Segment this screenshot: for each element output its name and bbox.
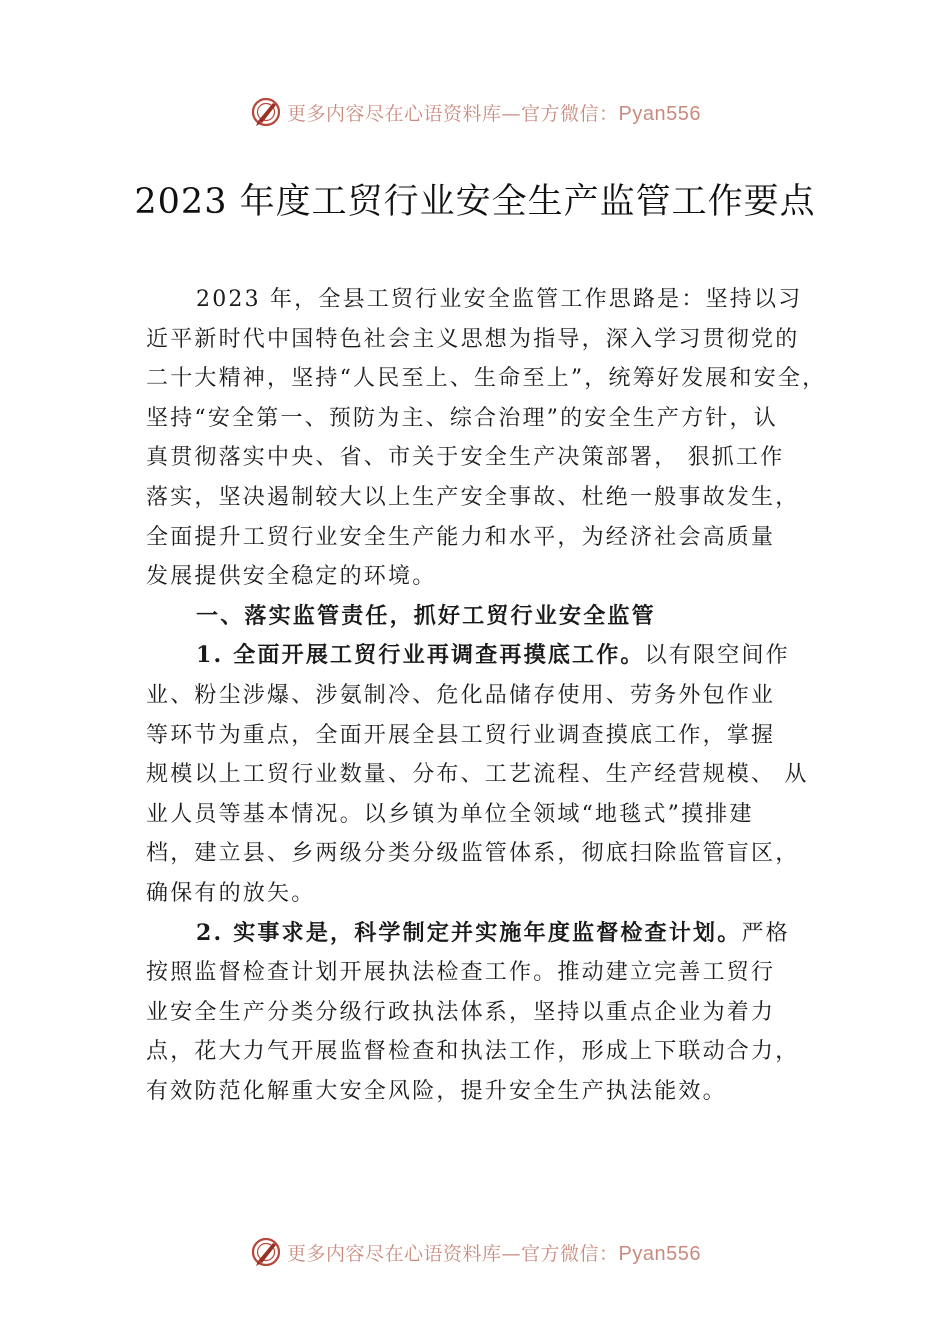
item-1-text: 以有限空间作	[644, 643, 790, 669]
document-body	[146, 280, 846, 1111]
item-1-heading: 1. 全面开展工贸行业再调查再摸底工作。	[196, 642, 645, 669]
item-2-text: 严格	[741, 920, 790, 946]
paragraph-line: 确保有的放矢。	[146, 880, 316, 906]
pen-seal-icon	[249, 95, 283, 129]
header-banner	[0, 92, 950, 132]
paragraph-line: 2023 年，全县工贸行业安全监管工作思路是：坚持以习	[196, 287, 803, 312]
document-title: 2023 年度工贸行业安全生产监管工作要点	[134, 182, 816, 222]
paragraph-line: 业安全生产分类分级行政执法体系，坚持以重点企业为着力	[146, 999, 776, 1025]
paragraph-line: 规模以上工贸行业数量、分布、工艺流程、生产经营规模、 从	[146, 762, 809, 788]
paragraph-line: 点，花大力气开展监督检查和执法工作，形成上下联动合力，	[146, 1039, 800, 1065]
item-2-heading: 2. 实事求是，科学制定并实施年度监督检查计划。	[196, 919, 742, 946]
banner-slogan: 更多内容尽在心语资料库	[287, 102, 502, 125]
banner-separator: —	[501, 102, 522, 125]
item-2-line	[146, 914, 846, 954]
paragraph-line: 业、粉尘涉爆、涉氨制冷、危化品储存使用、劳务外包作业	[146, 682, 776, 708]
banner-wechat-id: Pyan556	[618, 102, 701, 125]
paragraph-line: 有效防范化解重大安全风险，提升安全生产执法能效。	[146, 1078, 727, 1104]
paragraph-line: 业人员等基本情况。以乡镇为单位全领域“地毯式”摸排建	[146, 801, 754, 827]
paragraph-line: 二十大精神，坚持“人民至上、生命至上”，统筹好发展和安全，	[146, 366, 827, 392]
paragraph-line: 全面提升工贸行业安全生产能力和水平，为经济社会高质量	[146, 524, 776, 550]
pen-seal-icon	[249, 1235, 283, 1269]
banner-slogan: 更多内容尽在心语资料库	[287, 1242, 502, 1265]
paragraph-line: 档，建立县、乡两级分类分级监管体系，彻底扫除监管盲区，	[146, 841, 800, 867]
paragraph-line: 落实，坚决遏制较大以上生产安全事故、杜绝一般事故发生，	[146, 484, 800, 510]
banner-suffix: 官方微信：	[521, 1242, 619, 1265]
banner-text	[287, 99, 701, 126]
paragraph-line: 按照监督检查计划开展执法检查工作。推动建立完善工贸行	[146, 960, 776, 986]
paragraph-line: 发展提供安全稳定的环境。	[146, 564, 437, 590]
paragraph-line: 近平新时代中国特色社会主义思想为指导，深入学习贯彻党的	[146, 326, 800, 352]
banner-wechat-id: Pyan556	[618, 1242, 701, 1265]
banner-text	[287, 1239, 701, 1266]
item-1-line	[146, 636, 846, 676]
paragraph-line: 等环节为重点，全面开展全县工贸行业调查摸底工作，掌握	[146, 722, 776, 748]
paragraph-line: 坚持“安全第一、预防为主、综合治理”的安全生产方针，认	[146, 405, 778, 431]
banner-suffix: 官方微信：	[521, 102, 619, 125]
paragraph-line: 真贯彻落实中央、省、市关于安全生产决策部署， 狠抓工作	[146, 445, 785, 471]
footer-banner	[0, 1232, 950, 1272]
section-heading: 一、落实监管责任，抓好工贸行业安全监管	[196, 602, 656, 629]
banner-separator: —	[501, 1242, 522, 1265]
